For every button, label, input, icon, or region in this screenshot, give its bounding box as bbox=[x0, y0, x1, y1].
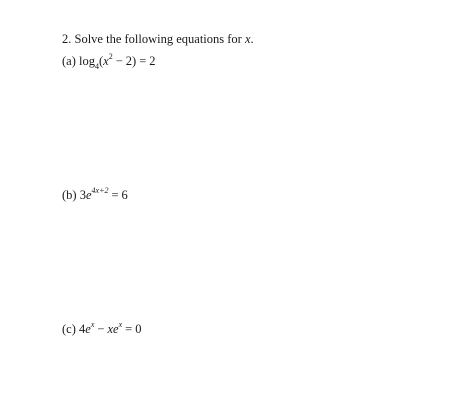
part-c-variable: x bbox=[107, 322, 113, 336]
part-a-variable: x bbox=[103, 54, 109, 68]
part-a-constant: 2 bbox=[125, 54, 133, 68]
part-b-equation bbox=[62, 185, 128, 202]
part-c-minus: − bbox=[97, 322, 105, 336]
part-a-log-base: 4 bbox=[94, 61, 99, 71]
part-c-e2: e bbox=[113, 322, 119, 336]
question-prompt: Solve the following equations for bbox=[74, 32, 242, 46]
part-b-exponent: 4x+2 bbox=[91, 185, 109, 195]
part-b-equals: = bbox=[111, 188, 119, 202]
part-a-log: log bbox=[79, 54, 95, 68]
part-b-e: e bbox=[85, 188, 92, 202]
part-c-equation bbox=[62, 319, 142, 336]
part-a-exponent: 2 bbox=[108, 51, 113, 61]
part-c-equals: = bbox=[125, 322, 133, 336]
part-b-label: (b) bbox=[62, 188, 77, 202]
part-a-equals: = bbox=[139, 54, 147, 68]
part-c-label: (c) bbox=[62, 322, 76, 336]
part-a-rhs: 2 bbox=[149, 54, 156, 68]
part-a-open-paren: ( bbox=[98, 54, 104, 68]
part-c-rhs: 0 bbox=[135, 322, 142, 336]
part-b-rhs: 6 bbox=[121, 188, 128, 202]
part-a-equation bbox=[62, 51, 156, 71]
question-variable: x bbox=[244, 32, 251, 46]
part-c-exponent1: x bbox=[90, 319, 95, 329]
question-number: 2. bbox=[62, 32, 72, 46]
question-end: . bbox=[250, 32, 254, 46]
question-heading bbox=[62, 33, 254, 46]
part-a-close-paren: ) bbox=[132, 54, 137, 68]
part-c-e1: e bbox=[85, 322, 91, 336]
part-a-minus: − bbox=[115, 54, 123, 68]
part-c-coefficient: 4 bbox=[79, 322, 86, 336]
part-b-coefficient: 3 bbox=[79, 188, 86, 202]
part-a-label: (a) bbox=[62, 54, 76, 68]
part-c-exponent2: x bbox=[118, 319, 123, 329]
